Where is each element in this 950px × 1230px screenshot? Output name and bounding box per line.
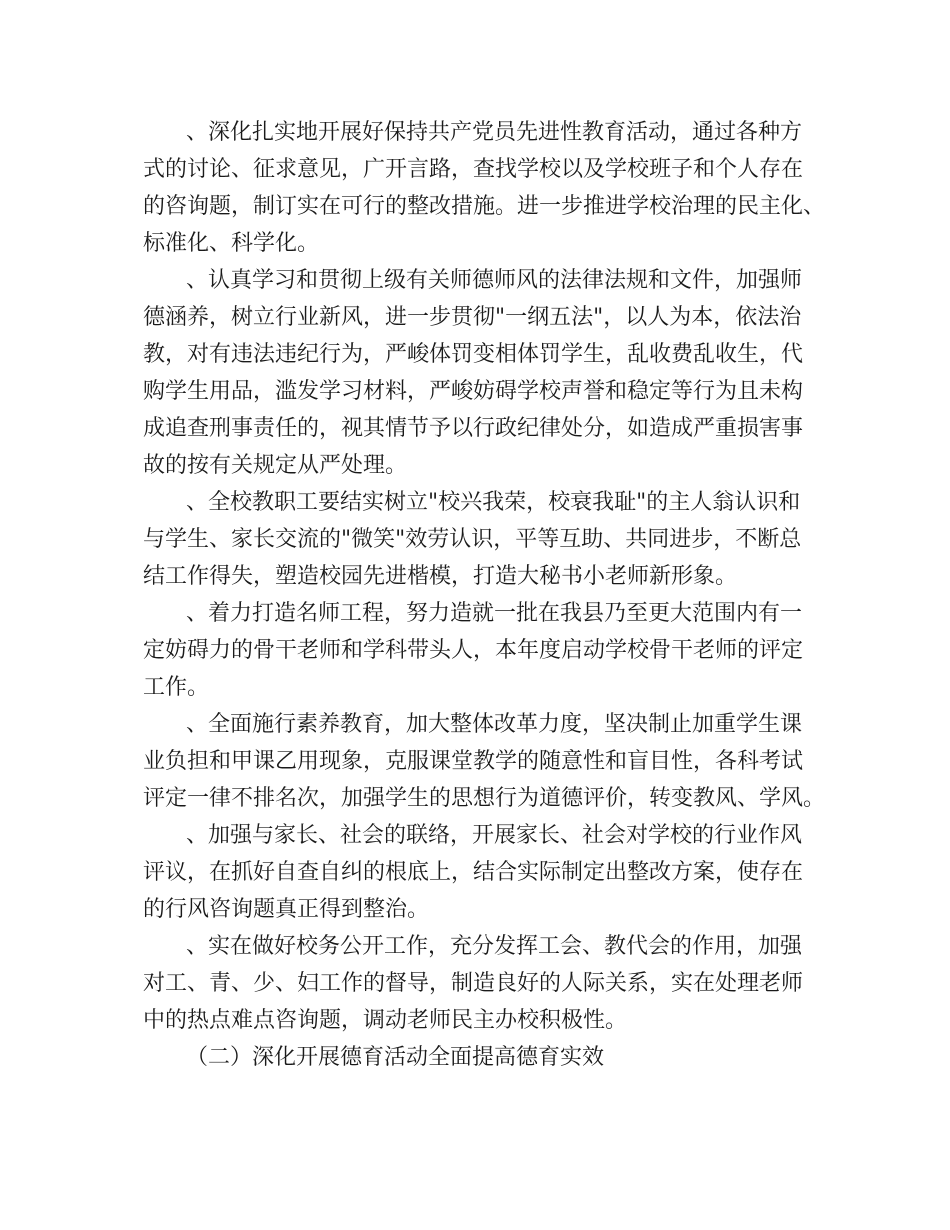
- paragraph-5-line-2: 业负担和甲课乙用现象，克服课堂教学的随意性和盲目性，各科考试: [143, 749, 804, 774]
- paragraph-2-line-3: 教，对有违法违纪行为，严峻体罚变相体罚学生，乱收费乱收生，代: [143, 342, 804, 367]
- paragraph-6-line-3: 的行风咨询题真正得到整治。: [143, 897, 430, 922]
- paragraph-1-line-3: 的咨询题，制订实在可行的整改措施。进一步推进学校治理的民主化、: [143, 194, 826, 219]
- paragraph-1-line-4: 标准化、科学化。: [143, 231, 320, 256]
- paragraph-1-line-2: 式的讨论、征求意见，广开言路，查找学校以及学校班子和个人存在: [143, 157, 804, 182]
- paragraph-3-line-3: 结工作得失，塑造校园先进楷模，打造大秘书小老师新形象。: [143, 564, 738, 589]
- paragraph-3-line-1: 、全校教职工要结实树立"校兴我荣，校衰我耻"的主人翁认识和: [186, 490, 801, 515]
- paragraph-3-line-2: 与学生、家长交流的"微笑"效劳认识，平等互助、共同进步，不断总: [143, 527, 802, 552]
- paragraph-1-line-1: 、深化扎实地开展好保持共产党员先进性教育活动，通过各种方: [186, 120, 803, 145]
- paragraph-4-line-3: 工作。: [143, 675, 210, 700]
- paragraph-2-line-2: 德涵养，树立行业新风，进一步贯彻"一纲五法"，以人为本，依法治: [143, 305, 802, 330]
- paragraph-4-line-2: 定妨碍力的骨干老师和学科带头人，本年度启动学校骨干老师的评定: [143, 638, 804, 663]
- paragraph-5-line-1: 、全面施行素养教育，加大整体改革力度，坚决制止加重学生课: [186, 712, 803, 737]
- paragraph-2-line-6: 故的按有关规定从严处理。: [143, 453, 408, 478]
- document-body: [143, 114, 826, 1076]
- paragraph-2-line-5: 成追查刑事责任的，视其情节予以行政纪律处分，如造成严重损害事: [143, 416, 804, 441]
- paragraph-6-line-2: 评议，在抓好自查自纠的根底上，结合实际制定出整改方案，使存在: [143, 860, 804, 885]
- paragraph-5-line-3: 评定一律不排名次，加强学生的思想行为道德评价，转变教风、学风。: [143, 786, 826, 811]
- section-heading: （二）深化开展德育活动全面提高德育实效: [186, 1045, 605, 1070]
- paragraph-7-line-1: 、实在做好校务公开工作，充分发挥工会、教代会的作用，加强: [186, 934, 803, 959]
- paragraph-2-line-4: 购学生用品，滥发学习材料，严峻妨碍学校声誉和稳定等行为且未构: [143, 379, 804, 404]
- paragraph-7-line-2: 对工、青、少、妇工作的督导，制造良好的人际关系，实在处理老师: [143, 971, 804, 996]
- paragraph-7-line-3: 中的热点难点咨询题，调动老师民主办校积极性。: [143, 1008, 628, 1033]
- paragraph-2-line-1: 、认真学习和贯彻上级有关师德师风的法律法规和文件，加强师: [186, 268, 803, 293]
- paragraph-4-line-1: 、着力打造名师工程，努力造就一批在我县乃至更大范围内有一: [186, 601, 803, 626]
- paragraph-6-line-1: 、加强与家长、社会的联络，开展家长、社会对学校的行业作风: [186, 823, 803, 848]
